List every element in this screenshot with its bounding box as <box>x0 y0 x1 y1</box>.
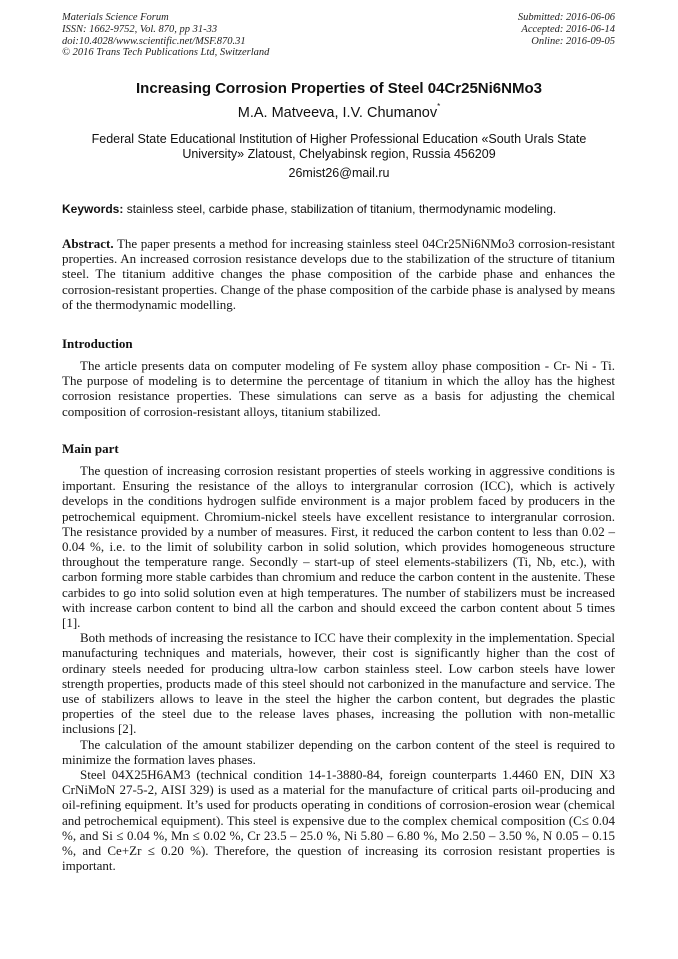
introduction-heading: Introduction <box>62 336 133 351</box>
paragraph: The article presents data on computer modeling of Fe system alloy phase composition - Cr- Ni - Ti. The purpose of modeling is to determine the percentage of titanium in which the alloy has the highest corrosion resistance properties. These simulations can serve as a basis for adjusting the chemical composition of corrosion-resistant alloys, titanium stabilized. <box>62 358 615 419</box>
affiliation: Federal State Educational Institution of Higher Professional Education «South Urals State University» Zlatoust, Chelyabinsk region, Russia 456209 <box>91 132 587 161</box>
doi: doi:10.4028/www.scientific.net/MSF.870.31 <box>62 35 246 47</box>
abstract-label: Abstract. <box>62 236 114 251</box>
authors <box>0 104 678 121</box>
paragraph: The question of increasing corrosion resistant properties of steels working in aggressive conditions is important. Ensuring the resistance of the alloys to intergranular corrosion (ICC), which is actively develops in the conditions hydrogen sulfide environment is a major problem faced by producers in the petrochemical equipment. Chromium-nickel steels have excellent resistance to intergranular corrosion. The resistance provided by a number of measures. First, it reduced the carbon content to less than 0.02 – 0.04 %, i.e. to the limit of solubility carbon in solid solution, which provides homogeneous structure throughout the temperature range. Secondly – start-up of steel elements-stabilizers (Ti, Nb, etc.), with carbon forming more stable carbides than chromium and reduce the carbon content in the austenite. These carbides to go into solid solution even at high temperatures. The number of stabilizers must be increased with increase carbon content to bind all the carbon and should exceed the carbon content about 5 times [1]. <box>62 463 615 631</box>
journal-name: Materials Science Forum <box>62 12 169 23</box>
corresponding-author-mark: * <box>437 102 441 111</box>
keywords <box>62 202 622 216</box>
online-date: Online: 2016-09-05 <box>531 35 615 47</box>
email: 26mist26@mail.ru <box>288 166 390 180</box>
introduction-section <box>62 358 615 419</box>
abstract-paragraph <box>62 236 615 312</box>
main-part-section <box>62 463 615 873</box>
abstract-text: The paper presents a method for increasing stainless steel 04Cr25Ni6NMo3 corrosion-resistant properties. An increased corrosion resistance develops due to the stabilization of the structure of titanium steel. The titanium additive changes the phase composition of the carbide phase and enhances the corrosion-resistant properties. Change of the phase composition of the carbide phase is analysed by means of the thermodynamic modelling. <box>62 236 615 312</box>
main-part-heading: Main part <box>62 441 119 456</box>
journal-info <box>62 12 269 59</box>
keywords-text: stainless steel, carbide phase, stabilization of titanium, thermodynamic modeling. <box>123 202 557 216</box>
author-names: M.A. Matveeva, I.V. Chumanov <box>237 104 438 121</box>
paragraph: Steel 04X25H6AM3 (technical condition 14-1-3880-84, foreign counterparts 1.4460 EN, DIN X3 CrNiMoN 27-5-2, AISI 329) is used as a material for the manufacture of critical parts oil-producing and oil-refining equipment. It’s used for products operating in conditions of corrosion-erosion wear (chemical and petrochemical equipment). This steel is expensive due to the complex chemical composition (C≤ 0.04 %, and Si ≤ 0.04 %, Mn ≤ 0.02 %, Cr 23.5 – 25.0 %, Ni 5.80 – 6.80 %, Mo 2.50 – 3.50 %, N 0.05 – 0.15 %, and Ce+Zr ≤ 0.20 %). Therefore, the question of increasing its corrosion resistant properties is important. <box>62 767 615 874</box>
accepted-date: Accepted: 2016-06-14 <box>521 23 615 35</box>
paper-title: Increasing Corrosion Properties of Steel 04Cr25Ni6NMo3 <box>136 80 542 97</box>
paragraph: The calculation of the amount stabilizer depending on the carbon content of the steel is required to minimize the formation laves phases. <box>62 736 615 767</box>
publication-dates <box>518 12 615 47</box>
keywords-label: Keywords: <box>62 202 124 216</box>
issn: ISSN: 1662-9752, Vol. 870, pp 31-33 <box>62 23 218 35</box>
copyright: © 2016 Trans Tech Publications Ltd, Switzerland <box>62 47 270 59</box>
paragraph: Both methods of increasing the resistance to ICC have their complexity in the implementation. Special manufacturing techniques and materials, however, their cost is significantly higher than the cost of ordinary steels needed for producing ultra-low carbon stainless steel. Low carbon steels have lower strength properties, products made of this steel should not carbonized in the manufacture and service. The use of stabilizers allows to leave in the steel the higher the carbon content, but degrades the plastic properties of the steel due to the release laves phases, increasing the pollution with non-metallic inclusions [2]. <box>62 630 615 737</box>
abstract <box>62 236 615 312</box>
submitted-date: Submitted: 2016-06-06 <box>517 12 615 23</box>
